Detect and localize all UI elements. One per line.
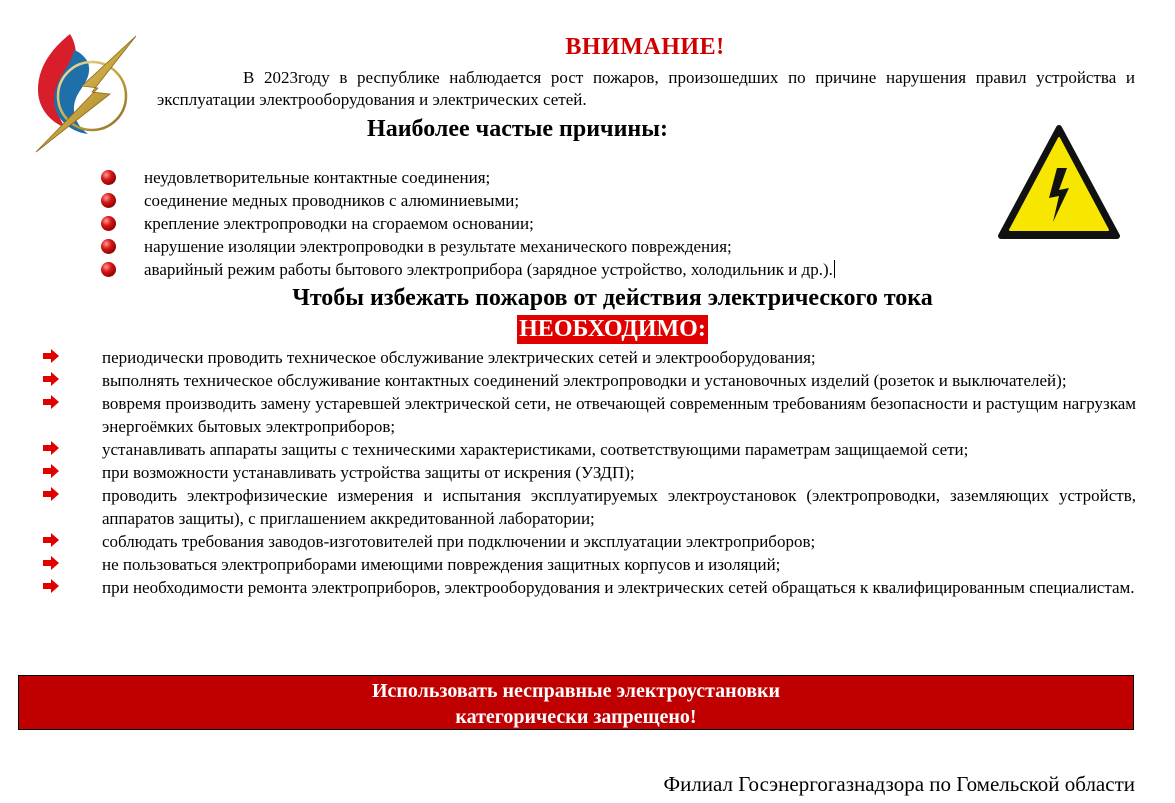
red-arrow-bullet-icon [42, 441, 60, 455]
banner-line-2: категорически запрещено! [455, 706, 697, 728]
footer-signature: Филиал Госэнергогазнадзора по Гомельской области [663, 772, 1135, 796]
cause-text: соединение медных проводников с алюминиевыми; [144, 191, 520, 210]
highlight-wrap [0, 315, 1175, 344]
rule-text: вовремя производить замену устаревшей электрической сети, не отвечающей современным требованиям безопасности и растущим нагрузкам энергоёмких бытовых электроприборов; [102, 394, 1136, 436]
red-arrow-bullet-icon [42, 487, 60, 501]
red-arrow-bullet-icon [42, 579, 60, 593]
red-arrow-bullet-icon [42, 372, 60, 386]
cause-text: аварийный режим работы бытового электроприбора (зарядное устройство, холодильник и др.). [144, 260, 833, 279]
red-ball-bullet-icon [101, 170, 116, 185]
rule-text: устанавливать аппараты защиты с техническими характеристиками, соответствующими параметрам защищаемой сети; [102, 440, 969, 459]
list-item [42, 484, 1136, 530]
list-item [101, 212, 971, 235]
prevention-heading: Чтобы избежать пожаров от действия электрического тока [292, 285, 933, 311]
rule-text: не пользоваться электроприборами имеющими повреждения защитных корпусов и изоляций; [102, 555, 781, 574]
prohibition-banner [18, 675, 1134, 730]
cause-text: нарушение изоляции электропроводки в результате механического повреждения; [144, 237, 732, 256]
rule-text: при необходимости ремонта электроприборов, электрооборудования и электрических сетей обращаться к квалифицированным специалистам. [102, 578, 1135, 597]
list-item [42, 369, 1136, 392]
banner-line-1: Использовать несправные электроустановки [371, 680, 781, 702]
list-item [101, 189, 971, 212]
highlight-required: НЕОБХОДИМО: [519, 316, 706, 342]
list-item [42, 346, 1136, 369]
red-ball-bullet-icon [101, 239, 116, 254]
rules-list [42, 346, 1136, 599]
cause-text: крепление электропроводки на сгораемом основании; [144, 214, 534, 233]
red-arrow-bullet-icon [42, 464, 60, 478]
red-ball-bullet-icon [101, 193, 116, 208]
list-item [42, 553, 1136, 576]
list-item [42, 530, 1136, 553]
intro-text: В 2023году в республике наблюдается рост пожаров, произошедших по причине нарушения правил устройства и эксплуатации электрооборудования и электрических сетей. [157, 68, 1135, 109]
red-arrow-bullet-icon [42, 349, 60, 363]
list-item [42, 392, 1136, 438]
list-item [101, 258, 971, 281]
list-item [101, 166, 971, 189]
red-ball-bullet-icon [101, 262, 116, 277]
intro-paragraph [157, 67, 1135, 111]
rule-text: выполнять техническое обслуживание контактных соединений электропроводки и установочных изделий (розеток и выключателей); [102, 371, 1067, 390]
red-arrow-bullet-icon [42, 395, 60, 409]
rule-text: проводить электрофизические измерения и испытания эксплуатируемых электроустановок (электропроводки, заземляющих устройств, аппаратов защиты), с приглашением аккредитованной лаборатории; [102, 486, 1136, 528]
page-title: ВНИМАНИЕ! [565, 34, 725, 60]
list-item [101, 235, 971, 258]
rule-text: соблюдать требования заводов-изготовителей при подключении и эксплуатации электроприборов; [102, 532, 816, 551]
list-item [42, 576, 1136, 599]
list-item [42, 461, 1136, 484]
causes-heading: Наиболее частые причины: [367, 116, 668, 142]
red-ball-bullet-icon [101, 216, 116, 231]
red-arrow-bullet-icon [42, 556, 60, 570]
cause-text: неудовлетворительные контактные соединения; [144, 168, 491, 187]
rule-text: при возможности устанавливать устройства защиты от искрения (УЗДП); [102, 463, 635, 482]
causes-list [101, 166, 971, 281]
list-item [42, 438, 1136, 461]
red-arrow-bullet-icon [42, 533, 60, 547]
rule-text: периодически проводить техническое обслуживание электрических сетей и электрооборудования; [102, 348, 816, 367]
text-cursor [834, 260, 835, 278]
